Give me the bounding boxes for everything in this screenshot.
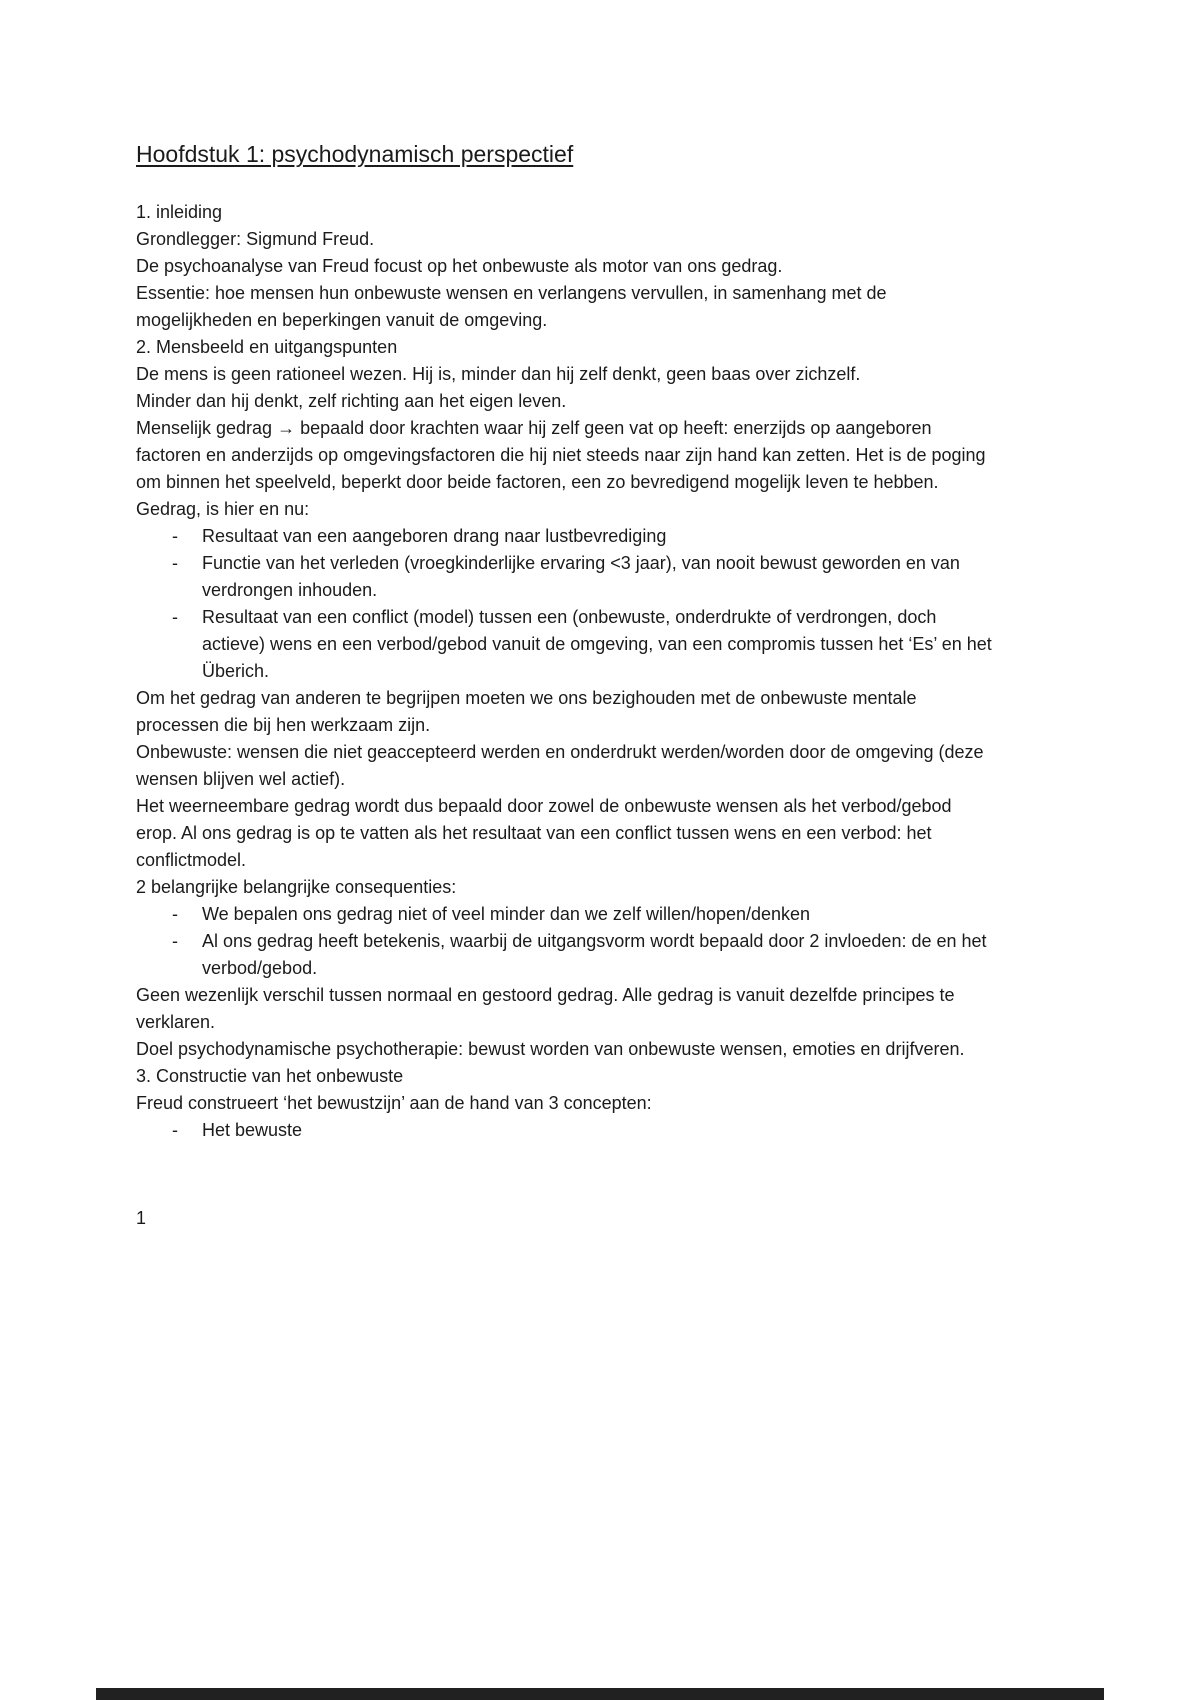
bullet-marker: - [172, 607, 178, 627]
page-number: 1 [136, 1208, 147, 1228]
list-item [136, 928, 994, 982]
paragraph-conseq-2: Doel psychodynamische psychotherapie: bewust worden van onbewuste wensen, emoties en drijfveren. [136, 1039, 965, 1059]
paragraph-intro-2: De psychoanalyse van Freud focust op het onbewuste als motor van ons gedrag. [136, 256, 783, 276]
bullet-marker: - [172, 1120, 178, 1140]
bullet-marker: - [172, 904, 178, 924]
paragraph-gedrag-2: Onbewuste: wensen die niet geaccepteerd werden en onderdrukt werden/worden door de omgeving (deze wensen blijven wel actief). [136, 742, 984, 789]
section-3-heading: 3. Constructie van het onbewuste [136, 1066, 404, 1086]
list-item [136, 604, 994, 685]
list-item [136, 523, 994, 550]
paragraph-s3-1: Freud construeert ‘het bewustzijn’ aan de hand van 3 concepten: [136, 1093, 652, 1113]
section-1-heading: 1. inleiding [136, 202, 223, 222]
page-title: Hoofdstuk 1: psychodynamisch perspectief [136, 141, 574, 167]
paragraph-conseq-1: Geen wezenlijk verschil tussen normaal en gestoord gedrag. Alle gedrag is vanuit dezelfde principes te verklaren. [136, 985, 955, 1032]
list-item [136, 550, 994, 604]
list-item-text: Al ons gedrag heeft betekenis, waarbij de uitgangsvorm wordt bepaald door 2 invloeden: de en het verbod/gebod. [202, 931, 987, 978]
gedrag-heading: Gedrag, is hier en nu: [136, 499, 310, 519]
section-2-heading: 2. Mensbeeld en uitgangspunten [136, 337, 398, 357]
bullet-marker: - [172, 931, 178, 951]
paragraph-conflict-1: Het weerneembare gedrag wordt dus bepaald door zowel de onbewuste wensen als het verbod/gebod erop. Al ons gedrag is op te vatten als het resultaat van een conflict tussen wens en een verbod: het conflictmodel. [136, 796, 952, 870]
consequenties-heading: 2 belangrijke belangrijke consequenties: [136, 877, 457, 897]
next-page-edge [96, 1688, 1104, 1700]
paragraph-s2-1: De mens is geen rationeel wezen. Hij is, minder dan hij zelf denkt, geen baas over zichzelf. [136, 364, 861, 384]
list-item [136, 1117, 994, 1144]
list-item-text: Functie van het verleden (vroegkinderlijke ervaring <3 jaar), van nooit bewust geworden en van verdrongen inhouden. [202, 553, 960, 600]
list-item [136, 901, 994, 928]
paragraph-s2-3: Menselijk gedrag → bepaald door krachten waar hij zelf geen vat op heeft: enerzijds op aangeboren factoren en anderzijds op omgevingsfactoren die hij niet steeds naar zijn hand kan zetten. Het is de poging om binnen het speelveld, beperkt door beide factoren, een zo bevredigend mogelijk leven te hebben. [136, 418, 986, 492]
list-item-text: Het bewuste [202, 1120, 303, 1140]
list-item-text: We bepalen ons gedrag niet of veel minder dan we zelf willen/hopen/denken [202, 904, 811, 924]
paragraph-s2-2: Minder dan hij denkt, zelf richting aan het eigen leven. [136, 391, 567, 411]
paragraph-intro-1: Grondlegger: Sigmund Freud. [136, 229, 375, 249]
bullet-marker: - [172, 526, 178, 546]
paragraph-intro-3: Essentie: hoe mensen hun onbewuste wensen en verlangens vervullen, in samenhang met de mogelijkheden en beperkingen vanuit de omgeving. [136, 283, 887, 330]
bullet-marker: - [172, 553, 178, 573]
list-item-text: Resultaat van een aangeboren drang naar lustbevrediging [202, 526, 667, 546]
list-item-text: Resultaat van een conflict (model) tussen een (onbewuste, onderdrukte of verdrongen, doch actieve) wens en een verbod/gebod vanuit de omgeving, van een compromis tussen het ‘Es’ en het Überich. [202, 607, 992, 681]
document-page [136, 140, 994, 1232]
paragraph-gedrag-1: Om het gedrag van anderen te begrijpen moeten we ons bezighouden met de onbewuste mentale processen die bij hen werkzaam zijn. [136, 688, 917, 735]
